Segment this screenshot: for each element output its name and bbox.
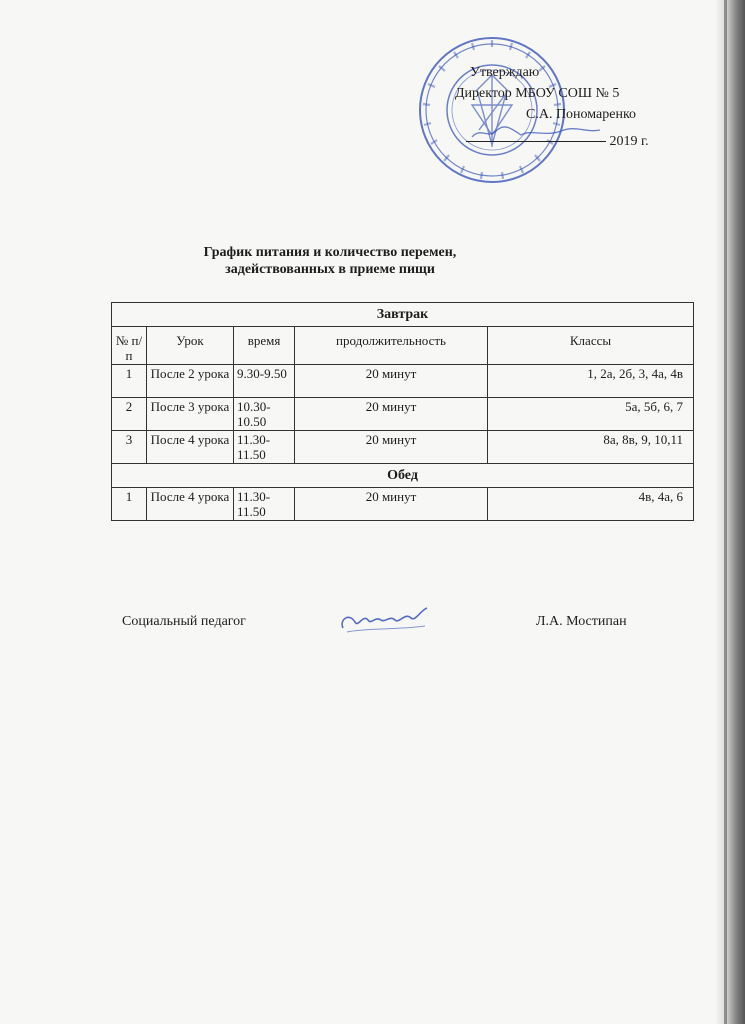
row-lesson: После 4 урока: [147, 488, 234, 521]
row-num: 2: [112, 398, 147, 431]
scan-shadow-edge: [715, 0, 745, 1024]
row-lesson: После 4 урока: [147, 431, 234, 464]
row-num: 3: [112, 431, 147, 464]
header-duration: продолжительность: [295, 327, 488, 365]
row-duration: 20 минут: [295, 398, 488, 431]
title-line-1: График питания и количество перемен,: [203, 245, 457, 260]
document-title: [150, 244, 510, 278]
row-duration: 20 минут: [295, 488, 488, 521]
approval-director-title: Директор МБОУ СОШ № 5: [455, 86, 620, 101]
row-classes: 4в, 4а, 6: [488, 488, 694, 521]
section-lunch: Обед: [112, 464, 694, 488]
table-row: [112, 488, 694, 521]
row-num: 1: [112, 488, 147, 521]
row-time: 9.30-9.50: [234, 365, 295, 398]
title-line-2: задействованных в приеме пищи: [225, 262, 435, 277]
row-classes: 5а, 5б, 6, 7: [488, 398, 694, 431]
meal-schedule-table: [111, 302, 694, 521]
header-lesson: Урок: [147, 327, 234, 365]
approval-year: 2019 г.: [609, 134, 649, 149]
approval-director-name: С.А. Пономаренко: [526, 107, 637, 122]
table-header-row: [112, 327, 694, 365]
row-time: 10.30-10.50: [234, 398, 295, 431]
approval-title: Утверждаю: [470, 65, 540, 80]
table-row: [112, 365, 694, 398]
approval-date-line: [440, 125, 690, 152]
section-breakfast: Завтрак: [112, 303, 694, 327]
header-classes: Классы: [488, 327, 694, 365]
approval-date-underline: [466, 125, 606, 142]
row-classes: 8а, 8в, 9, 10,11: [488, 431, 694, 464]
row-lesson: После 2 урока: [147, 365, 234, 398]
row-time: 11.30-11.50: [234, 488, 295, 521]
row-num: 1: [112, 365, 147, 398]
director-signature-icon: [466, 125, 606, 141]
footer-position: Социальный педагог: [122, 614, 246, 629]
row-duration: 20 минут: [295, 431, 488, 464]
row-classes: 1, 2а, 2б, 3, 4а, 4в: [488, 365, 694, 398]
table-row: [112, 431, 694, 464]
scan-shadow-line: [724, 0, 727, 1024]
row-lesson: После 3 урока: [147, 398, 234, 431]
header-num: № п/п: [112, 327, 147, 365]
social-pedagogue-signature-icon: [335, 598, 435, 642]
row-duration: 20 минут: [295, 365, 488, 398]
header-time: время: [234, 327, 295, 365]
footer-name: Л.А. Мостипан: [536, 614, 627, 629]
row-time: 11.30-11.50: [234, 431, 295, 464]
table-row: [112, 398, 694, 431]
approval-block: [440, 62, 690, 152]
